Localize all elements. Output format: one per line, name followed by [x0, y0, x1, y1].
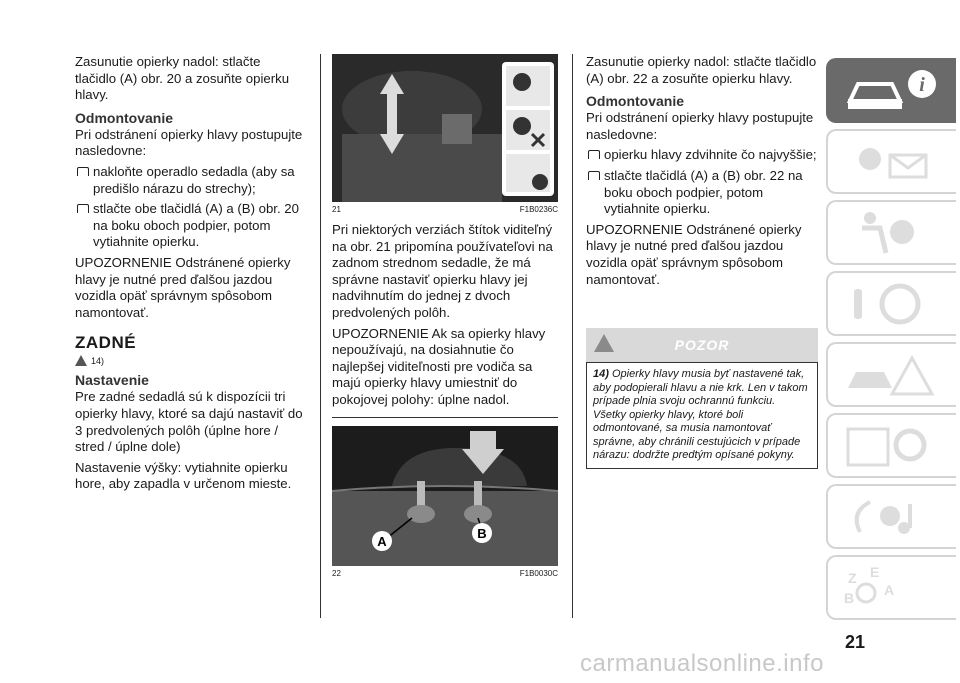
figure-22: [332, 426, 558, 566]
separator: [332, 417, 558, 418]
figure-21-code: F1B0236C: [519, 205, 558, 214]
tab-alphabetical-index[interactable]: [826, 555, 956, 620]
svg-text:i: i: [919, 74, 925, 96]
removal-bullet-2: stlačte obe tlačidlá (A) a (B) obr. 20 na boku oboch podpier, potom vytiahnite opierku.: [75, 201, 305, 251]
column-left: [75, 54, 305, 497]
figure-21: [332, 54, 558, 202]
pozor-box-header: [586, 328, 818, 362]
removal-intro: Pri odstránení opierky hlavy postupujte nasledovne:: [586, 110, 814, 142]
headrest-label-image: [332, 54, 558, 202]
warning-reference: [75, 355, 305, 366]
warning-reference-number: 14): [91, 355, 105, 366]
column-divider: [320, 54, 321, 618]
headrest-buttons-image: [332, 426, 558, 566]
removal-bullet-1: opierku hlavy zdvihnite čo najvyššie;: [586, 147, 818, 164]
chapter-tabs: [826, 58, 956, 626]
label-a: A: [377, 533, 387, 549]
label-b: B: [477, 525, 487, 541]
pozor-box-body: [586, 362, 818, 469]
adjust-heading: Nastavenie: [75, 372, 149, 389]
tab-seat-airbag[interactable]: [826, 200, 956, 265]
tab-steering-key[interactable]: [826, 271, 956, 336]
warning-triangle-icon: [75, 355, 87, 366]
car-crash-icon: [840, 350, 940, 400]
column-middle: [332, 54, 558, 586]
figure-22-number: 22: [332, 568, 341, 578]
intro-text: Zasunutie opierky nadol: stlačte tlačidlo (A) obr. 22 a zosuňte opierku hlavy.: [586, 54, 817, 86]
column-divider: [572, 54, 573, 618]
visibility-warning: UPOZORNENIE Ak sa opierky hlavy nepoužívajú, na dosiahnutie čo najlepšej viditeľnosti pre vodiča sa majú opierky hlavy umiestniť do pokojovej polohy: úplne nadol.: [332, 325, 546, 407]
figure-22-caption: [332, 569, 558, 578]
car-info-icon: [840, 66, 940, 116]
label-text: Pri niektorých verziách štítok viditeľný na obr. 21 pripomína používateľovi na zadnom strednom sedadle, že má správne nastaviť opierku hlavy jej nadvihnutím do jednej z dvoch predvolených polôh.: [332, 222, 553, 320]
figure-21-caption: [332, 205, 558, 214]
svg-text:A: A: [884, 582, 895, 598]
tab-maintenance[interactable]: [826, 413, 956, 478]
column-right: [586, 54, 818, 469]
removal-heading: Odmontovanie: [586, 93, 685, 110]
section-title: ZADNÉ: [75, 333, 137, 353]
tab-warning-lights[interactable]: [826, 129, 956, 194]
tab-media-nav[interactable]: [826, 484, 956, 549]
svg-text:E: E: [870, 564, 880, 580]
figure-21-number: 21: [332, 205, 341, 214]
figure-22-code: F1B0030C: [519, 568, 558, 578]
pozor-text: Opierky hlavy musia byť nastavené tak, aby podopierali hlavu a nie krk. Len v takom prípade plnia svoju ochrannú funkciu. Všetky opierky hlavy, ktoré boli odmontované, sa musia namontovať správne, aby chránili cestujúcich v prípade nárazu: dodržte predtým opísané pokyny.: [593, 368, 808, 462]
tab-car-crash[interactable]: [826, 342, 956, 407]
removal-bullet-1: nakloňte operadlo sedadla (aby sa predišlo nárazu do strechy);: [75, 164, 305, 197]
pozor-title: POZOR: [674, 337, 730, 354]
pozor-number: 14): [593, 368, 609, 381]
seat-airbag-icon: [840, 208, 940, 258]
maintenance-gear-icon: [840, 421, 940, 471]
media-nav-icon: [840, 492, 940, 542]
adjust-text-1: Pre zadné sedadlá sú k dispozícii tri opierky hlavy, ktoré sa dajú nastaviť do 3 predvolených polôh (úplne hore / stred / úplne dole): [75, 389, 303, 455]
steering-key-icon: [840, 279, 940, 329]
removal-warning: UPOZORNENIE Odstránené opierky hlavy je nutné pred ďalšou jazdou vozidla opäť správnym spôsobom namontovať.: [75, 254, 291, 320]
svg-text:Z: Z: [848, 570, 857, 586]
alphabet-index-icon: [840, 563, 940, 613]
removal-intro: Pri odstránení opierky hlavy postupujte nasledovne:: [75, 126, 303, 159]
removal-warning: UPOZORNENIE Odstránené opierky hlavy je nutné pred ďalšou jazdou vozidla opäť správnym spôsobom namontovať.: [586, 221, 802, 287]
adjust-text-2: Nastavenie výšky: vytiahnite opierku hore, aby zapadla v určenom mieste.: [75, 459, 292, 492]
watermark: carmanualsonline.info: [580, 650, 824, 677]
svg-text:B: B: [844, 590, 855, 606]
removal-heading: Odmontovanie: [75, 109, 174, 126]
warning-lights-icon: [840, 137, 940, 187]
tab-car-info[interactable]: [826, 58, 956, 123]
page-number: 21: [845, 632, 866, 652]
removal-bullet-2: stlačte tlačidlá (A) a (B) obr. 22 na boku oboch podpier, potom vytiahnite opierku.: [586, 168, 818, 218]
intro-text: Zasunutie opierky nadol: stlačte tlačidlo (A) obr. 20 a zosuňte opierku hlavy.: [75, 54, 290, 103]
